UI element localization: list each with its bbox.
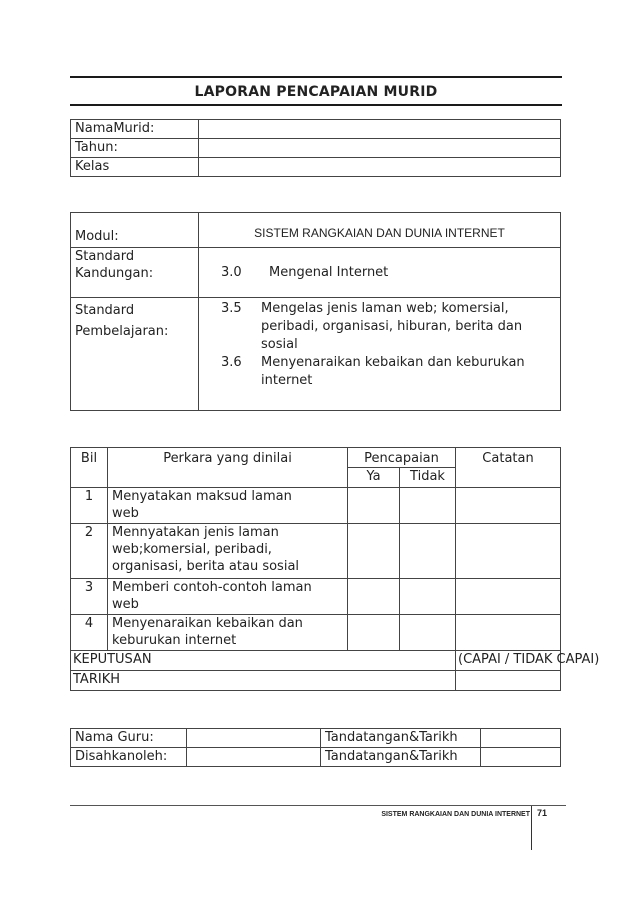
- teacher-name-field[interactable]: [187, 729, 321, 748]
- teacher-sign-date-field[interactable]: [481, 729, 561, 748]
- student-class-field[interactable]: [199, 158, 561, 177]
- learning-item-num: 3.6: [221, 355, 242, 370]
- standard-content-label: [71, 248, 199, 298]
- row-item-line: keburukan internet: [112, 633, 237, 648]
- header-yes: Ya: [348, 468, 400, 488]
- header-notes: Catatan: [456, 448, 561, 488]
- standard-content-num: 3.0: [221, 265, 242, 280]
- row-item-line: Mennyatakan jenis laman: [112, 525, 279, 540]
- student-class-label: Kelas: [71, 158, 199, 177]
- row-yes-cell[interactable]: [348, 524, 400, 579]
- standard-content-text: Mengenal Internet: [269, 265, 389, 280]
- row-num: 3: [71, 579, 108, 615]
- module-table: [70, 212, 561, 411]
- module-name-cell: [199, 213, 561, 248]
- learning-item-line: Menyenaraikan kebaikan dan keburukan: [261, 355, 525, 370]
- approver-sign-date-label: Tandatangan&Tarikh: [321, 748, 481, 767]
- header-bil: Bil: [71, 448, 108, 488]
- header-achievement: Pencapaian: [348, 448, 456, 468]
- row-no-cell[interactable]: [400, 488, 456, 524]
- teacher-sign-date-label: Tandatangan&Tarikh: [321, 729, 481, 748]
- footer-rule: [70, 805, 566, 806]
- row-num: 4: [71, 615, 108, 651]
- row-item-line: organisasi, berita atau sosial: [112, 559, 300, 574]
- assessment-table: [70, 447, 600, 691]
- row-item: [108, 524, 348, 579]
- learning-item-line: internet: [261, 373, 313, 388]
- learning-item-text: [261, 354, 556, 390]
- row-item-line: web: [112, 597, 139, 612]
- footer-module-name: SISTEM RANGKAIAN DAN DUNIA INTERNET: [381, 811, 530, 818]
- standard-content-value: [199, 248, 561, 298]
- row-yes-cell[interactable]: [348, 488, 400, 524]
- row-item-line: web: [112, 506, 139, 521]
- approver-sign-date-field[interactable]: [481, 748, 561, 767]
- standard-learning-label: [71, 298, 199, 411]
- date-field[interactable]: [456, 671, 561, 691]
- row-no-cell[interactable]: [400, 524, 456, 579]
- page-title: LAPORAN PENCAPAIAN MURID: [194, 84, 438, 100]
- row-item-line: Menyenaraikan kebaikan dan: [112, 616, 303, 631]
- title-top-rule: [70, 76, 562, 78]
- row-notes-cell[interactable]: [456, 524, 561, 579]
- row-notes-cell[interactable]: [456, 488, 561, 524]
- teacher-name-label: Nama Guru:: [71, 729, 187, 748]
- module-name: SISTEM RANGKAIAN DAN DUNIA INTERNET: [254, 226, 505, 240]
- standard-learning-label-line2: Pembelajaran:: [75, 324, 169, 339]
- standard-content-label-line2: Kandungan:: [75, 266, 154, 281]
- page-number: 71: [537, 808, 548, 818]
- date-label: TARIKH: [71, 671, 456, 691]
- row-notes-cell[interactable]: [456, 579, 561, 615]
- learning-item-line: peribadi, organisasi, hiburan, berita dan: [261, 319, 523, 334]
- row-item-line: web;komersial, peribadi,: [112, 542, 272, 557]
- header-no: Tidak: [400, 468, 456, 488]
- row-yes-cell[interactable]: [348, 615, 400, 651]
- approved-by-field[interactable]: [187, 748, 321, 767]
- row-num: 1: [71, 488, 108, 524]
- row-no-cell[interactable]: [400, 579, 456, 615]
- standard-learning-label-line1: Standard: [75, 303, 135, 318]
- row-notes-cell[interactable]: [456, 615, 561, 651]
- student-name-label: NamaMurid:: [71, 120, 199, 139]
- signoff-table: [70, 728, 561, 767]
- module-label: Modul:: [71, 213, 199, 248]
- footer-divider: [531, 806, 532, 850]
- header-item: Perkara yang dinilai: [108, 448, 348, 488]
- learning-item-line: sosial: [261, 337, 298, 352]
- standard-learning-list: [199, 298, 561, 411]
- row-item-line: Memberi contoh-contoh laman: [112, 580, 312, 595]
- row-item: [108, 615, 348, 651]
- row-item: [108, 488, 348, 524]
- row-item: [108, 579, 348, 615]
- student-name-field[interactable]: [199, 120, 561, 139]
- learning-item-num: 3.5: [221, 301, 242, 316]
- row-no-cell[interactable]: [400, 615, 456, 651]
- decision-label: KEPUTUSAN: [71, 651, 456, 671]
- student-info-table: [70, 119, 561, 177]
- standard-content-label-line1: Standard: [75, 249, 135, 264]
- approved-by-label: Disahkanoleh:: [71, 748, 187, 767]
- decision-value[interactable]: (CAPAI / TIDAK CAPAI): [456, 651, 561, 671]
- learning-item-line: Mengelas jenis laman web; komersial,: [261, 301, 509, 316]
- student-year-field[interactable]: [199, 139, 561, 158]
- row-yes-cell[interactable]: [348, 579, 400, 615]
- row-num: 2: [71, 524, 108, 579]
- title-bottom-rule: [70, 104, 562, 106]
- row-item-line: Menyatakan maksud laman: [112, 489, 292, 504]
- student-year-label: Tahun:: [71, 139, 199, 158]
- learning-item-text: [261, 300, 556, 354]
